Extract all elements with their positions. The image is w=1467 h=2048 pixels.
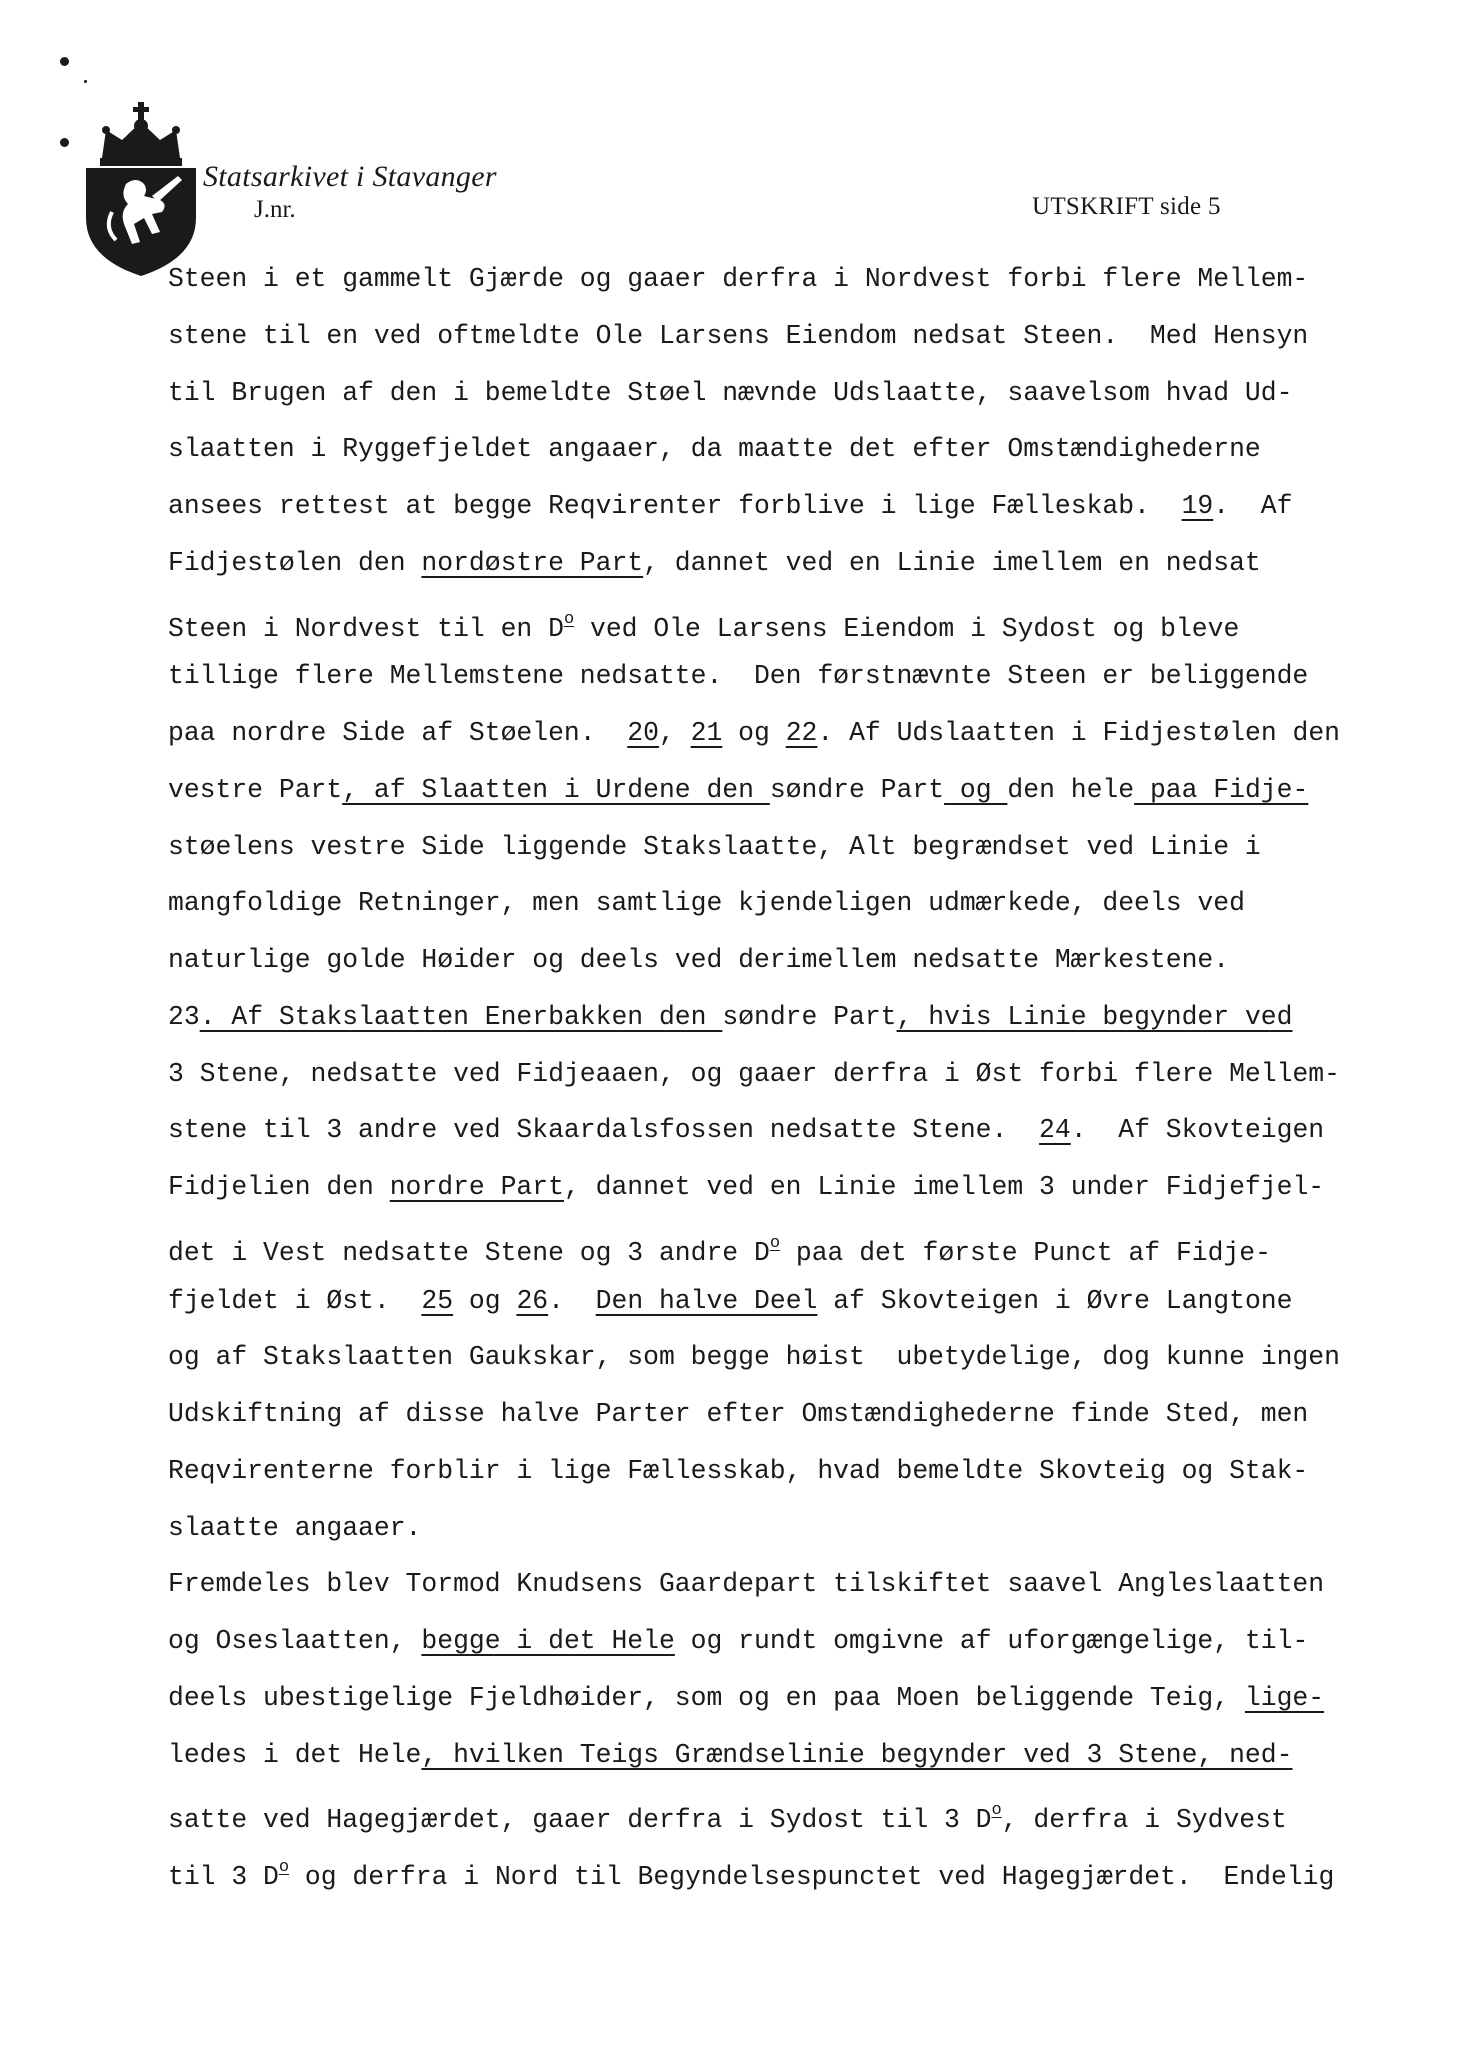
- text-line: [168, 1396, 1466, 1453]
- ditto-superscript: o: [769, 1233, 781, 1253]
- text-run: stene til en ved oftmeldte Ole Larsens Eiendom nedsat Steen. Med Hensyn: [168, 320, 1309, 351]
- journal-number-label: J.nr.: [254, 196, 296, 223]
- archive-name: Statsarkivet i Stavanger: [203, 160, 497, 193]
- text-run: og Oseslaatten,: [168, 1626, 422, 1656]
- text-run: deels ubestigelige Fjeldhøider, som og en paa Moen beliggende Teig,: [168, 1682, 1245, 1713]
- text-run: Fidjestølen den: [168, 547, 422, 578]
- text-run: ,: [658, 718, 691, 748]
- text-run: fjeldet i Øst.: [168, 1285, 422, 1316]
- underlined-text: 22: [785, 718, 818, 748]
- ditto-superscript: o: [278, 1858, 290, 1877]
- underlined-text: 21: [690, 718, 723, 748]
- margin-mark: [60, 138, 69, 147]
- text-line: [168, 1226, 1466, 1283]
- text-line: [168, 885, 1466, 942]
- underlined-text: , hvis Linie begynder ved: [896, 1001, 1293, 1032]
- underlined-text: , af Slaatten i Urdene den: [342, 774, 770, 805]
- ditto-superscript: o: [563, 609, 575, 629]
- text-run: , dannet ved en Linie imellem 3 under Fidjefjel-: [563, 1172, 1325, 1202]
- text-line: [168, 999, 1466, 1056]
- text-run: . Af Skovteigen: [1070, 1115, 1325, 1146]
- text-run: Steen i et gammelt Gjærde og gaaer derfra i Nordvest forbi flere Mellem-: [168, 264, 1309, 294]
- text-line: [168, 431, 1466, 488]
- text-line: [168, 261, 1466, 318]
- text-line: [168, 1339, 1466, 1396]
- underlined-text: 20: [627, 718, 659, 748]
- underlined-text: 19: [1181, 491, 1214, 521]
- text-run: og rundt omgivne af uforgængelige, til-: [674, 1626, 1309, 1656]
- text-run: mangfoldige Retninger, men samtlige kjendeligen udmærkede, deels ved: [168, 888, 1245, 919]
- text-run: og af Stakslaatten Gaukskar, som begge høist ubetydelige, dog kunne ingen: [168, 1342, 1340, 1373]
- underlined-text: 24: [1039, 1115, 1071, 1146]
- text-run: tillige flere Mellemstene nedsatte. Den førstnævnte Steen er beliggende: [168, 661, 1309, 692]
- text-line: [168, 1510, 1466, 1567]
- underlined-text: nordre Part: [389, 1172, 564, 1202]
- text-run: . Af: [1213, 491, 1293, 521]
- text-line: [168, 1623, 1466, 1680]
- underlined-text: 25: [421, 1285, 454, 1316]
- text-line: [168, 1680, 1466, 1737]
- text-line: [168, 1566, 1466, 1623]
- text-run: Udskiftning af disse halve Parter efter Omstændighederne finde Sted, men: [168, 1399, 1309, 1429]
- text-run: paa det første Punct af Fidje-: [780, 1237, 1271, 1268]
- text-line: [168, 772, 1466, 829]
- text-line: [168, 545, 1466, 602]
- text-line: [168, 488, 1466, 545]
- underlined-text: lige-: [1244, 1682, 1325, 1713]
- text-run: slaatte angaaer.: [168, 1512, 422, 1543]
- text-run: Fidjelien den: [168, 1172, 390, 1202]
- text-run: søndre Part: [769, 774, 945, 805]
- text-run: af Skovteigen i Øvre Langtone: [817, 1285, 1293, 1316]
- text-line: [168, 829, 1466, 886]
- text-run: naturlige golde Høider og deels ved derimellem nedsatte Mærkestene.: [168, 945, 1230, 975]
- text-run: paa nordre Side af Støelen.: [168, 718, 628, 748]
- text-run: , dannet ved en Linie imellem en nedsat: [643, 547, 1261, 578]
- text-run: satte ved Hagegjærdet, gaaer derfra i Sydost til 3 D: [168, 1805, 992, 1836]
- text-line: [168, 1169, 1466, 1226]
- text-line: [168, 1283, 1466, 1340]
- text-line: [168, 1453, 1466, 1510]
- text-run: Fremdeles blev Tormod Knudsens Gaardepart tilskiftet saavel Angleslaatten: [168, 1569, 1325, 1600]
- text-run: Steen i Nordvest til en D: [168, 613, 564, 644]
- norwegian-coat-of-arms-icon: [82, 100, 200, 278]
- text-run: støelens vestre Side liggende Stakslaatte, Alt begrændset ved Linie i: [168, 831, 1261, 862]
- text-run: og: [722, 718, 786, 748]
- text-run: ved Ole Larsens Eiendom i Sydost og bleve: [574, 613, 1240, 644]
- text-line: [168, 1056, 1466, 1113]
- text-line: [168, 658, 1466, 715]
- text-run: den hele: [1007, 774, 1135, 805]
- ditto-superscript: o: [991, 1801, 1002, 1821]
- text-run: Reqvirenterne forblir i lige Fællesskab, hvad bemeldte Skovteig og Stak-: [168, 1455, 1309, 1486]
- page-label: UTSKRIFT side 5: [1032, 193, 1221, 220]
- text-run: stene til 3 andre ved Skaardalsfossen nedsatte Stene.: [168, 1115, 1040, 1146]
- text-run: ansees rettest at begge Reqvirenter forblive i lige Fælleskab.: [168, 491, 1182, 521]
- margin-mark: [60, 57, 69, 66]
- underlined-text: paa Fidje-: [1134, 774, 1309, 805]
- text-run: og: [453, 1285, 517, 1316]
- text-line: [168, 1737, 1466, 1794]
- text-run: vestre Part: [168, 774, 343, 805]
- underlined-text: nordøstre Part: [421, 547, 644, 578]
- text-line: [168, 1112, 1466, 1169]
- text-run: .: [548, 1285, 596, 1316]
- underlined-text: . Af Stakslaatten Enerbakken den: [199, 1001, 723, 1032]
- underlined-text: 26: [516, 1285, 549, 1316]
- underlined-text: , hvilken Teigs Grændselinie begynder ved 3 Stene, ned-: [421, 1739, 1293, 1770]
- text-line: [168, 318, 1466, 375]
- text-run: slaatten i Ryggefjeldet angaaer, da maatte det efter Omstændighederne: [168, 434, 1261, 465]
- text-line: [168, 715, 1466, 772]
- text-run: det i Vest nedsatte Stene og 3 andre D: [168, 1237, 770, 1268]
- text-run: til 3 D: [168, 1862, 279, 1892]
- text-run: søndre Part: [722, 1001, 897, 1032]
- text-run: . Af Udslaatten i Fidjestølen den: [817, 718, 1341, 748]
- text-run: , derfra i Sydvest: [1001, 1805, 1287, 1836]
- text-run: ledes i det Hele: [168, 1739, 422, 1770]
- text-run: 3 Stene, nedsatte ved Fidjeaaen, og gaaer derfra i Øst forbi flere Mellem-: [168, 1058, 1340, 1089]
- transcript-text: [168, 261, 1466, 1907]
- underlined-text: Den halve Deel: [595, 1285, 818, 1316]
- text-line: [168, 942, 1466, 999]
- margin-mark: [84, 80, 87, 83]
- text-line: [168, 375, 1466, 432]
- text-line: [168, 1850, 1466, 1907]
- text-run: 23: [168, 1001, 200, 1032]
- underlined-text: og: [944, 774, 1008, 805]
- text-run: og derfra i Nord til Begyndelsespunctet ved Hagegjærdet. Endelig: [289, 1862, 1335, 1892]
- text-run: til Brugen af den i bemeldte Støel nævnde Udslaatte, saavelsom hvad Ud-: [168, 377, 1293, 408]
- text-line: [168, 602, 1466, 659]
- text-line: [168, 1793, 1466, 1850]
- underlined-text: begge i det Hele: [421, 1626, 675, 1656]
